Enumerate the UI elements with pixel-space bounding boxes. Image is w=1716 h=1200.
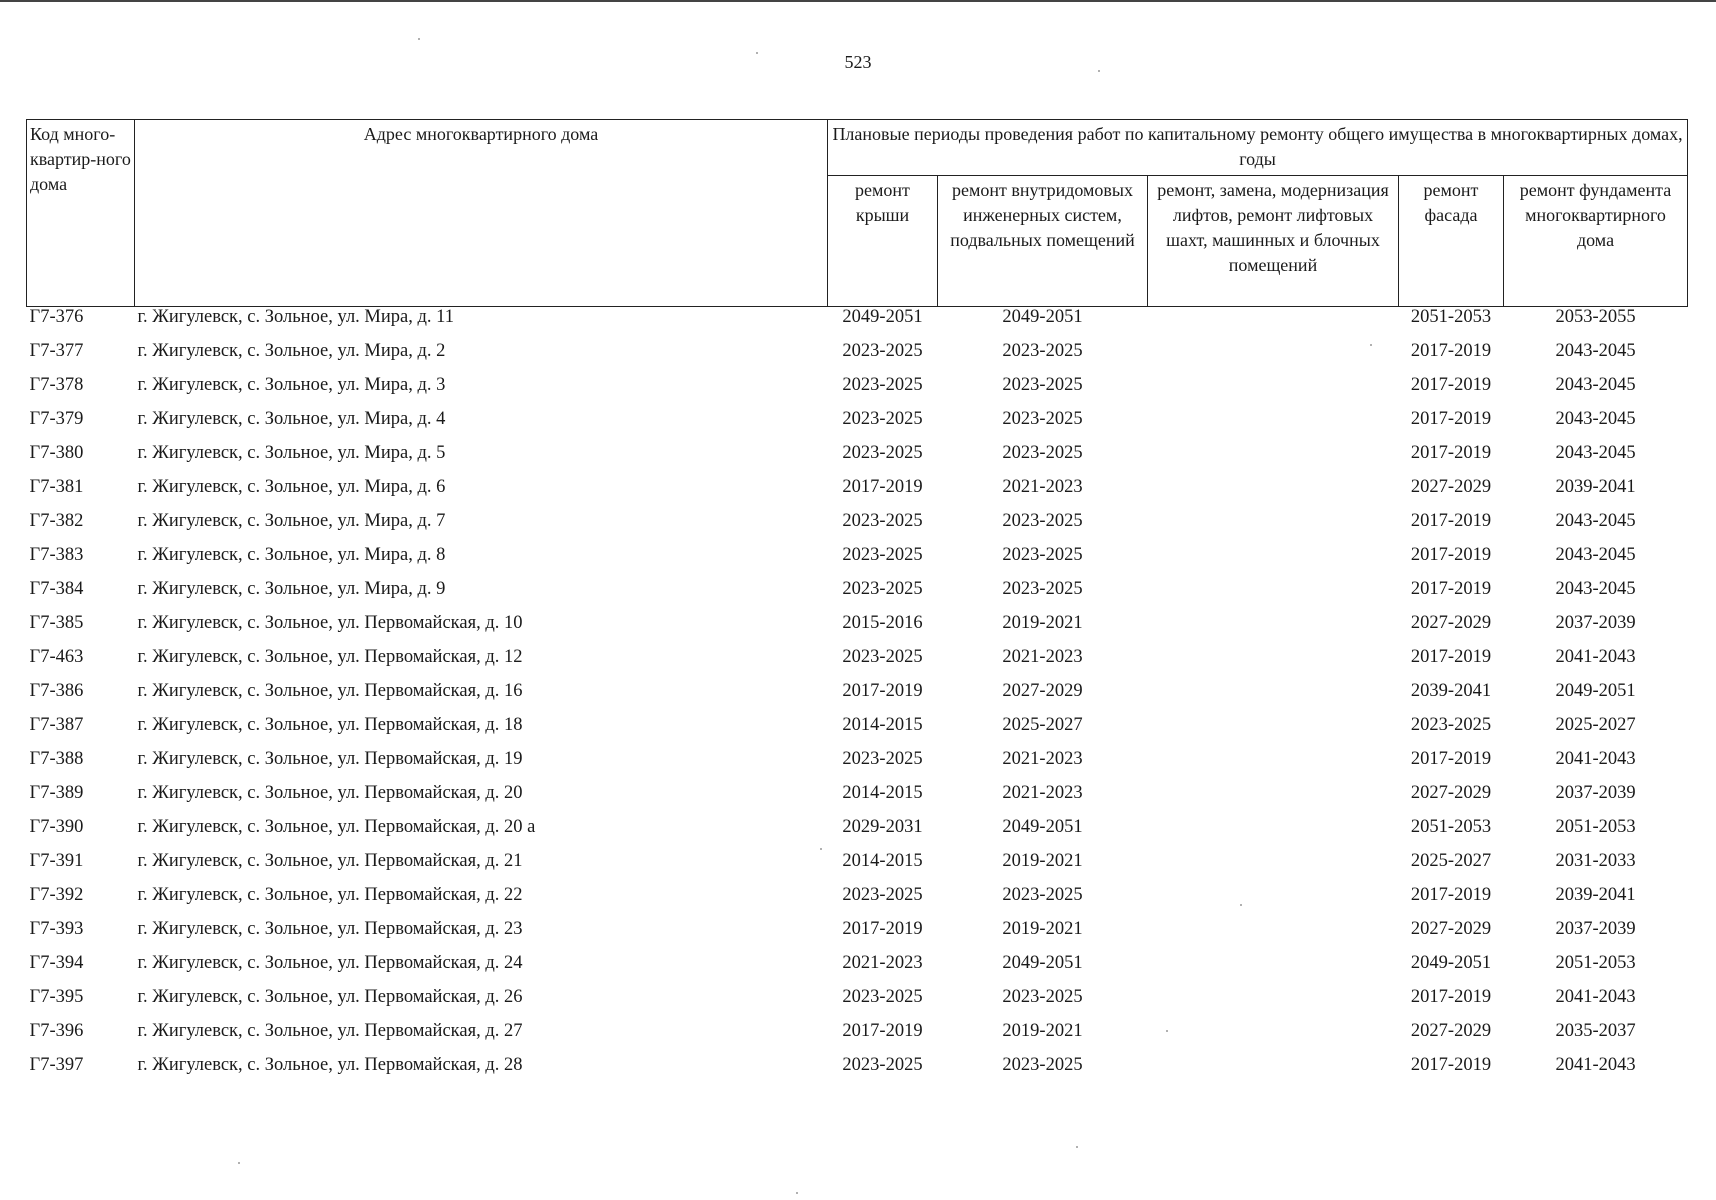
cell-address: г. Жигулевск, с. Зольное, ул. Мира, д. 2 <box>137 341 446 361</box>
cell-facade: 2017-2019 <box>1410 409 1492 429</box>
cell-facade: 2027-2029 <box>1410 477 1492 497</box>
table-row <box>27 817 1688 851</box>
cell-address: г. Жигулевск, с. Зольное, ул. Первомайская, д. 22 <box>137 885 523 905</box>
header-elevators: ремонт, замена, модернизация лифтов, ремонт лифтовых шахт, машинных и блочных помещений <box>1148 175 1399 306</box>
cell-facade: 2017-2019 <box>1410 749 1492 769</box>
cell-roof: 2023-2025 <box>842 341 923 361</box>
table-row <box>27 443 1688 477</box>
header-code: Код много-квартир-ного дома <box>27 120 135 307</box>
cell-systems: 2019-2021 <box>1002 613 1083 633</box>
cell-code: Г7-394 <box>29 953 84 973</box>
cell-elevators <box>1148 545 1399 579</box>
scan-speck <box>1370 344 1372 346</box>
cell-code: Г7-389 <box>29 783 84 803</box>
table-row <box>27 477 1688 511</box>
table-row <box>27 341 1688 375</box>
cell-address: г. Жигулевск, с. Зольное, ул. Первомайская, д. 21 <box>137 851 523 871</box>
cell-roof: 2014-2015 <box>842 851 923 871</box>
table-row <box>27 545 1688 579</box>
cell-elevators <box>1148 919 1399 953</box>
capital-repair-schedule-table <box>26 119 1688 1089</box>
cell-elevators <box>1148 375 1399 409</box>
cell-foundation: 2043-2045 <box>1555 341 1636 361</box>
cell-address: г. Жигулевск, с. Зольное, ул. Первомайская, д. 12 <box>137 647 523 667</box>
cell-elevators <box>1148 749 1399 783</box>
cell-address: г. Жигулевск, с. Зольное, ул. Мира, д. 11 <box>137 307 454 327</box>
cell-address: г. Жигулевск, с. Зольное, ул. Первомайская, д. 23 <box>137 919 523 939</box>
cell-facade: 2049-2051 <box>1410 953 1492 973</box>
cell-code: Г7-388 <box>29 749 84 769</box>
table-body <box>27 307 1688 1090</box>
cell-roof: 2021-2023 <box>842 953 923 973</box>
cell-systems: 2023-2025 <box>1002 579 1083 599</box>
cell-roof: 2029-2031 <box>842 817 923 837</box>
cell-foundation: 2043-2045 <box>1555 375 1636 395</box>
cell-address: г. Жигулевск, с. Зольное, ул. Мира, д. 5 <box>137 443 446 463</box>
scan-speck <box>1240 904 1242 906</box>
cell-systems: 2021-2023 <box>1002 749 1083 769</box>
cell-elevators <box>1148 987 1399 1021</box>
cell-facade: 2017-2019 <box>1410 647 1492 667</box>
cell-systems: 2049-2051 <box>1002 817 1083 837</box>
table-row <box>27 987 1688 1021</box>
cell-roof: 2023-2025 <box>842 987 923 1007</box>
cell-systems: 2019-2021 <box>1002 1021 1083 1041</box>
cell-elevators <box>1148 579 1399 613</box>
cell-facade: 2027-2029 <box>1410 783 1492 803</box>
cell-address: г. Жигулевск, с. Зольное, ул. Первомайская, д. 20 а <box>137 817 536 837</box>
header-systems: ремонт внутридомовых инженерных систем, подвальных помещений <box>938 175 1148 306</box>
cell-systems: 2023-2025 <box>1002 375 1083 395</box>
table-row <box>27 919 1688 953</box>
cell-systems: 2023-2025 <box>1002 341 1083 361</box>
cell-systems: 2019-2021 <box>1002 919 1083 939</box>
header-foundation: ремонт фундамента многоквартирного дома <box>1504 175 1688 306</box>
cell-elevators <box>1148 613 1399 647</box>
cell-facade: 2027-2029 <box>1410 613 1492 633</box>
cell-foundation: 2039-2041 <box>1555 885 1636 905</box>
cell-elevators <box>1148 953 1399 987</box>
cell-foundation: 2041-2043 <box>1555 647 1636 667</box>
cell-elevators <box>1148 783 1399 817</box>
cell-roof: 2017-2019 <box>842 1021 923 1041</box>
cell-foundation: 2043-2045 <box>1555 511 1636 531</box>
table-row <box>27 681 1688 715</box>
cell-code: Г7-384 <box>29 579 84 599</box>
cell-facade: 2017-2019 <box>1410 1055 1492 1075</box>
cell-code: Г7-380 <box>29 443 84 463</box>
cell-systems: 2023-2025 <box>1002 987 1083 1007</box>
cell-foundation: 2043-2045 <box>1555 579 1636 599</box>
cell-foundation: 2051-2053 <box>1555 817 1636 837</box>
cell-code: Г7-382 <box>29 511 84 531</box>
cell-code: Г7-391 <box>29 851 84 871</box>
cell-elevators <box>1148 681 1399 715</box>
header-planned-periods: Плановые периоды проведения работ по капитальному ремонту общего имущества в многоквартирных домах, годы <box>828 120 1688 176</box>
cell-facade: 2017-2019 <box>1410 511 1492 531</box>
cell-systems: 2023-2025 <box>1002 409 1083 429</box>
scan-speck <box>756 52 758 54</box>
cell-systems: 2021-2023 <box>1002 783 1083 803</box>
cell-address: г. Жигулевск, с. Зольное, ул. Первомайская, д. 24 <box>137 953 523 973</box>
cell-address: г. Жигулевск, с. Зольное, ул. Первомайская, д. 18 <box>137 715 523 735</box>
cell-facade: 2017-2019 <box>1410 579 1492 599</box>
cell-facade: 2039-2041 <box>1410 681 1492 701</box>
cell-address: г. Жигулевск, с. Зольное, ул. Мира, д. 9 <box>137 579 446 599</box>
table-row <box>27 885 1688 919</box>
table-row <box>27 375 1688 409</box>
cell-elevators <box>1148 885 1399 919</box>
cell-facade: 2027-2029 <box>1410 919 1492 939</box>
cell-foundation: 2043-2045 <box>1555 545 1636 565</box>
cell-foundation: 2037-2039 <box>1555 613 1636 633</box>
cell-roof: 2023-2025 <box>842 885 923 905</box>
cell-code: Г7-392 <box>29 885 84 905</box>
cell-foundation: 2041-2043 <box>1555 749 1636 769</box>
table-row <box>27 749 1688 783</box>
cell-roof: 2014-2015 <box>842 715 923 735</box>
cell-address: г. Жигулевск, с. Зольное, ул. Первомайская, д. 20 <box>137 783 523 803</box>
cell-elevators <box>1148 477 1399 511</box>
cell-foundation: 2041-2043 <box>1555 1055 1636 1075</box>
scan-speck <box>418 38 420 40</box>
cell-elevators <box>1148 341 1399 375</box>
table-row <box>27 579 1688 613</box>
cell-elevators <box>1148 443 1399 477</box>
cell-facade: 2051-2053 <box>1410 817 1492 837</box>
cell-code: Г7-383 <box>29 545 84 565</box>
cell-address: г. Жигулевск, с. Зольное, ул. Мира, д. 3 <box>137 375 446 395</box>
cell-systems: 2027-2029 <box>1002 681 1083 701</box>
cell-systems: 2021-2023 <box>1002 477 1083 497</box>
cell-elevators <box>1148 851 1399 885</box>
cell-roof: 2023-2025 <box>842 511 923 531</box>
cell-code: Г7-386 <box>29 681 84 701</box>
scan-speck <box>1076 1146 1078 1148</box>
cell-roof: 2023-2025 <box>842 375 923 395</box>
cell-foundation: 2043-2045 <box>1555 409 1636 429</box>
cell-address: г. Жигулевск, с. Зольное, ул. Первомайская, д. 28 <box>137 1055 523 1075</box>
cell-roof: 2023-2025 <box>842 749 923 769</box>
cell-facade: 2017-2019 <box>1410 885 1492 905</box>
cell-code: Г7-379 <box>29 409 84 429</box>
table-row <box>27 1021 1688 1055</box>
cell-roof: 2014-2015 <box>842 783 923 803</box>
cell-roof: 2017-2019 <box>842 919 923 939</box>
cell-facade: 2051-2053 <box>1410 307 1492 327</box>
cell-roof: 2015-2016 <box>842 613 923 633</box>
cell-systems: 2025-2027 <box>1002 715 1083 735</box>
cell-systems: 2023-2025 <box>1002 545 1083 565</box>
cell-foundation: 2025-2027 <box>1555 715 1636 735</box>
cell-code: Г7-376 <box>29 307 84 327</box>
page-number: 523 <box>844 52 872 72</box>
cell-systems: 2019-2021 <box>1002 851 1083 871</box>
cell-foundation: 2043-2045 <box>1555 443 1636 463</box>
cell-code: Г7-395 <box>29 987 84 1007</box>
cell-facade: 2017-2019 <box>1410 341 1492 361</box>
cell-foundation: 2041-2043 <box>1555 987 1636 1007</box>
cell-systems: 2023-2025 <box>1002 443 1083 463</box>
cell-elevators <box>1148 817 1399 851</box>
cell-foundation: 2053-2055 <box>1555 307 1636 327</box>
cell-address: г. Жигулевск, с. Зольное, ул. Первомайская, д. 26 <box>137 987 523 1007</box>
scan-speck <box>1166 1030 1168 1032</box>
cell-code: Г7-387 <box>29 715 84 735</box>
cell-code: Г7-381 <box>29 477 84 497</box>
cell-foundation: 2037-2039 <box>1555 919 1636 939</box>
cell-foundation: 2051-2053 <box>1555 953 1636 973</box>
cell-address: г. Жигулевск, с. Зольное, ул. Первомайская, д. 27 <box>137 1021 523 1041</box>
cell-address: г. Жигулевск, с. Зольное, ул. Первомайская, д. 10 <box>137 613 523 633</box>
top-edge-rule <box>0 0 1716 2</box>
cell-facade: 2017-2019 <box>1410 545 1492 565</box>
cell-systems: 2023-2025 <box>1002 1055 1083 1075</box>
cell-roof: 2017-2019 <box>842 477 923 497</box>
table-row <box>27 783 1688 817</box>
cell-code: Г7-385 <box>29 613 84 633</box>
table-row <box>27 1055 1688 1089</box>
cell-systems: 2049-2051 <box>1002 953 1083 973</box>
cell-foundation: 2037-2039 <box>1555 783 1636 803</box>
cell-facade: 2027-2029 <box>1410 1021 1492 1041</box>
cell-code: Г7-378 <box>29 375 84 395</box>
cell-address: г. Жигулевск, с. Зольное, ул. Мира, д. 4 <box>137 409 446 429</box>
table-row <box>27 409 1688 443</box>
cell-elevators <box>1148 307 1399 342</box>
header-address: Адрес многоквартирного дома <box>135 120 828 307</box>
table-row <box>27 307 1688 342</box>
cell-foundation: 2049-2051 <box>1555 681 1636 701</box>
cell-systems: 2049-2051 <box>1002 307 1083 327</box>
cell-roof: 2049-2051 <box>842 307 923 327</box>
cell-roof: 2023-2025 <box>842 443 923 463</box>
cell-address: г. Жигулевск, с. Зольное, ул. Мира, д. 6 <box>137 477 446 497</box>
cell-roof: 2023-2025 <box>842 545 923 565</box>
table-row <box>27 647 1688 681</box>
cell-code: Г7-393 <box>29 919 84 939</box>
cell-systems: 2021-2023 <box>1002 647 1083 667</box>
cell-code: Г7-390 <box>29 817 84 837</box>
table-row <box>27 613 1688 647</box>
cell-address: г. Жигулевск, с. Зольное, ул. Мира, д. 7 <box>137 511 446 531</box>
scan-speck <box>796 1192 798 1194</box>
cell-facade: 2025-2027 <box>1410 851 1492 871</box>
cell-foundation: 2039-2041 <box>1555 477 1636 497</box>
header-roof: ремонт крыши <box>828 175 938 306</box>
table-row <box>27 511 1688 545</box>
table-row <box>27 715 1688 749</box>
scan-speck <box>1098 70 1100 72</box>
scan-speck <box>820 848 822 850</box>
cell-elevators <box>1148 1021 1399 1055</box>
cell-elevators <box>1148 647 1399 681</box>
cell-facade: 2017-2019 <box>1410 987 1492 1007</box>
cell-foundation: 2031-2033 <box>1555 851 1636 871</box>
cell-facade: 2017-2019 <box>1410 443 1492 463</box>
cell-elevators <box>1148 511 1399 545</box>
cell-address: г. Жигулевск, с. Зольное, ул. Первомайская, д. 16 <box>137 681 523 701</box>
cell-roof: 2017-2019 <box>842 681 923 701</box>
cell-elevators <box>1148 409 1399 443</box>
cell-address: г. Жигулевск, с. Зольное, ул. Первомайская, д. 19 <box>137 749 523 769</box>
cell-elevators <box>1148 1055 1399 1089</box>
cell-facade: 2023-2025 <box>1410 715 1492 735</box>
scan-speck <box>238 1162 240 1164</box>
cell-facade: 2017-2019 <box>1410 375 1492 395</box>
cell-foundation: 2035-2037 <box>1555 1021 1636 1041</box>
cell-address: г. Жигулевск, с. Зольное, ул. Мира, д. 8 <box>137 545 446 565</box>
cell-code: Г7-396 <box>29 1021 84 1041</box>
cell-systems: 2023-2025 <box>1002 885 1083 905</box>
table-row <box>27 953 1688 987</box>
cell-code: Г7-377 <box>29 341 84 361</box>
cell-roof: 2023-2025 <box>842 579 923 599</box>
cell-roof: 2023-2025 <box>842 1055 923 1075</box>
cell-roof: 2023-2025 <box>842 647 923 667</box>
table-row <box>27 851 1688 885</box>
cell-code: Г7-397 <box>29 1055 84 1075</box>
header-facade: ремонт фасада <box>1399 175 1504 306</box>
cell-roof: 2023-2025 <box>842 409 923 429</box>
cell-systems: 2023-2025 <box>1002 511 1083 531</box>
cell-elevators <box>1148 715 1399 749</box>
table-header <box>27 120 1688 307</box>
cell-code: Г7-463 <box>29 647 84 667</box>
